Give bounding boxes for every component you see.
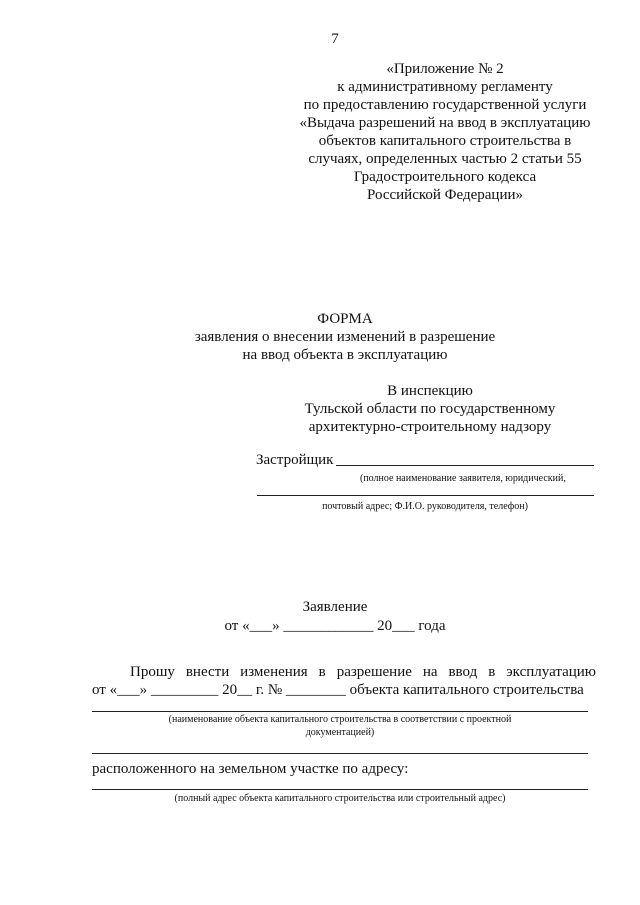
form-title-block — [180, 310, 510, 364]
appendix-line: к административному регламенту — [337, 79, 553, 95]
recipient-block — [285, 382, 575, 436]
location-label: расположенного на земельном участке по адресу: — [92, 761, 409, 777]
appendix-header — [280, 60, 610, 204]
developer-label: Застройщик — [256, 452, 334, 468]
form-title: ФОРМА — [317, 311, 373, 327]
developer-hint: почтовый адрес; Ф.И.О. руководителя, телефон) — [322, 501, 528, 512]
developer-name-field[interactable] — [336, 465, 594, 466]
statement-title: Заявление — [302, 599, 368, 615]
form-subtitle-line: заявления о внесении изменений в разрешение — [194, 329, 496, 345]
request-text: Прошу внести изменения в разрешение на ввод в эксплуатацию — [130, 664, 596, 680]
appendix-line: «Выдача разрешений на ввод в эксплуатацию — [299, 115, 591, 131]
developer-hint: (полное наименование заявителя, юридический, — [360, 473, 566, 484]
object-name-hint: (наименование объекта капитального строительства в соответствии с проектной — [168, 714, 512, 725]
recipient-line: Тульской области по государственному — [304, 401, 556, 417]
request-text: от «___» _________ 20__ г. № ________ объекта капитального строительства — [92, 682, 584, 698]
statement-date-line: от «___» ____________ 20___ года — [224, 618, 446, 634]
appendix-line: случаях, определенных частью 2 статьи 55 — [308, 151, 582, 167]
page-number: 7 — [331, 31, 339, 47]
recipient-line: В инспекцию — [387, 383, 473, 399]
address-hint: (полный адрес объекта капитального строительства или строительный адрес) — [174, 793, 506, 804]
recipient-line: архитектурно-строительному надзору — [308, 419, 552, 435]
object-name-hint: документацией) — [305, 727, 375, 738]
appendix-line: объектов капитального строительства в — [318, 133, 572, 149]
object-name-field[interactable] — [92, 711, 588, 712]
address-field[interactable] — [92, 789, 588, 790]
object-name-field-2[interactable] — [92, 753, 588, 754]
appendix-line: «Приложение № 2 — [386, 61, 504, 77]
appendix-line: по предоставлению государственной услуги — [303, 97, 587, 113]
developer-row — [256, 451, 333, 469]
form-subtitle-line: на ввод объекта в эксплуатацию — [242, 347, 448, 363]
developer-address-field[interactable] — [257, 495, 594, 496]
appendix-line: Российской Федерации» — [366, 187, 523, 203]
appendix-line: Градостроительного кодекса — [353, 169, 537, 185]
